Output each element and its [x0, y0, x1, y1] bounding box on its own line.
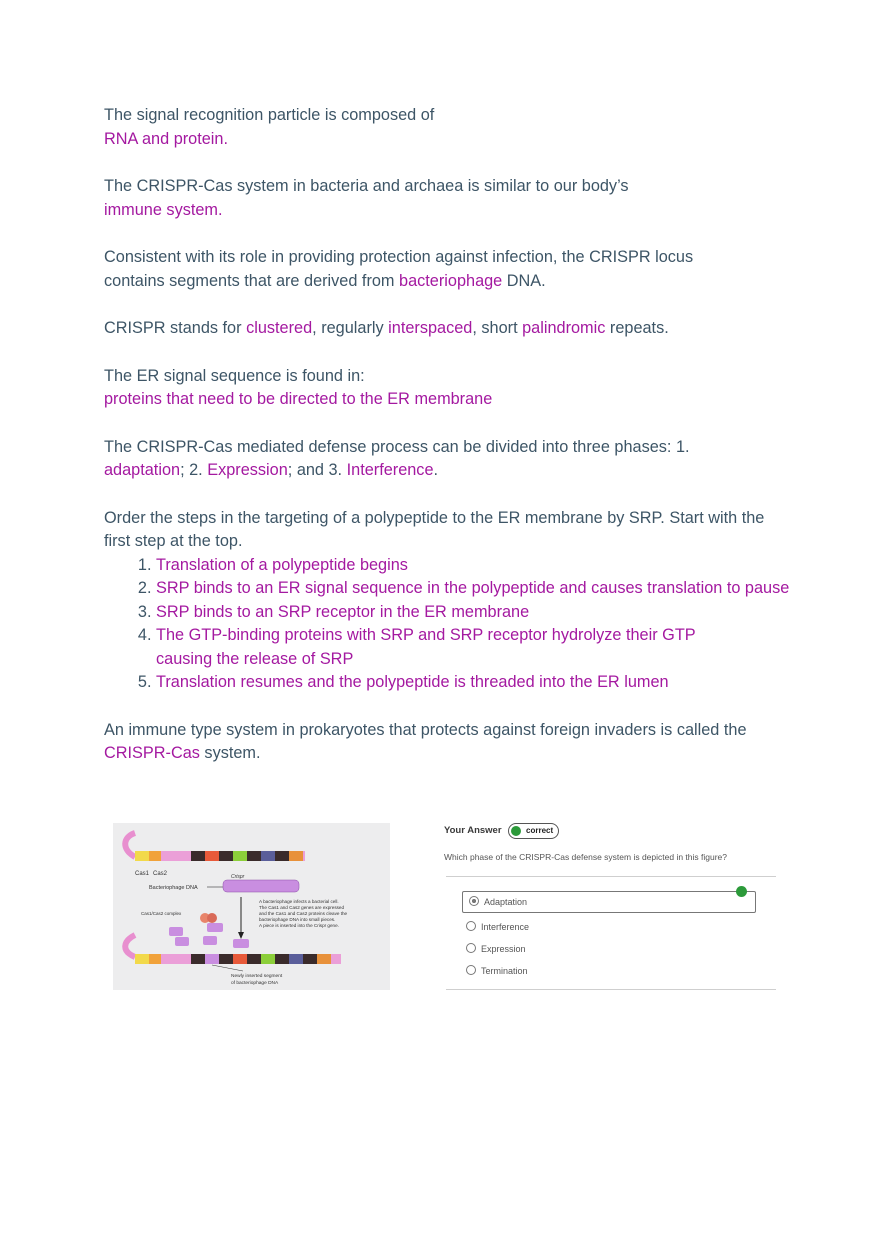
- pointer-line: [212, 965, 243, 971]
- qa-srp-order: [104, 507, 794, 695]
- option-label: Expression: [481, 944, 526, 954]
- complex-label: Cas1/Cas2 complex: [141, 911, 182, 916]
- phage-dna-label: Bacteriophage DNA: [149, 885, 198, 891]
- repeat: [275, 954, 289, 964]
- qa-crispr-phases: [104, 436, 734, 483]
- correct-badge: [508, 823, 559, 839]
- list-item: 1. Translation of a polypeptide begins: [156, 554, 794, 578]
- option-label: Termination: [481, 966, 528, 976]
- desc-line: A bacteriophage infects a bacterial cell.: [259, 899, 339, 904]
- text: ; and 3.: [287, 461, 347, 479]
- crispr-figure: [113, 823, 390, 990]
- desc-line: The Cas1 and Cas2 genes are expressed: [259, 905, 345, 910]
- answer-text: Expression: [207, 461, 288, 479]
- answer-text: Interference: [346, 461, 434, 479]
- answer-text: immune system.: [104, 200, 223, 219]
- question-text: The ER signal sequence is found in:: [104, 366, 365, 385]
- text: CRISPR stands for: [104, 319, 247, 337]
- repeat: [219, 954, 233, 964]
- list-item: 4. The GTP-binding proteins with SRP and SRP receptor hydrolyze their GTP causing the release of SRP: [156, 624, 746, 671]
- cas1-gene: [135, 954, 149, 964]
- crispr-diagram: [113, 823, 390, 990]
- ordered-steps: [104, 554, 794, 695]
- answer-text: RNA and protein.: [104, 129, 228, 148]
- option-interference[interactable]: [466, 921, 529, 932]
- document-page: [104, 104, 794, 790]
- phage-fragment: [207, 923, 223, 932]
- newly-label: of bacteriophage DNA: [231, 981, 279, 986]
- question-text: The CRISPR‐Cas system in bacteria and archaea is similar to our body’s: [104, 177, 629, 195]
- cas1-gene: [135, 851, 149, 861]
- qa-immune-system: [104, 719, 774, 766]
- phage-fragment: [203, 936, 217, 945]
- quiz-answer-card: [442, 820, 778, 990]
- radio-icon: [469, 896, 479, 906]
- radio-icon: [466, 965, 476, 975]
- your-answer-title: Your Answer: [444, 825, 502, 836]
- list-item: 5. Translation resumes and the polypeptide is threaded into the ER lumen: [156, 671, 794, 695]
- radio-icon: [466, 943, 476, 953]
- phage-fragment: [175, 937, 189, 946]
- cas1-label: Cas1: [135, 871, 150, 877]
- spacer: [261, 851, 275, 861]
- text: The CRISPR-Cas mediated defense process can be divided into three phases: 1.: [104, 437, 690, 456]
- answer-text: proteins that need to be directed to the ER membrane: [104, 390, 493, 408]
- spacer: [289, 954, 303, 964]
- spacer: [317, 954, 331, 964]
- desc-line: and the Cas1 and Cas2 proteins cleave the: [259, 911, 348, 916]
- arrow-head: [238, 932, 244, 939]
- phage-fragment: [233, 939, 249, 948]
- option-label: Interference: [481, 922, 530, 932]
- option-adaptation[interactable]: [462, 891, 756, 913]
- repeat: [191, 851, 205, 861]
- text: An immune type system in prokaryotes that protects against foreign invaders is called the: [104, 720, 747, 739]
- option-expression[interactable]: [466, 943, 526, 954]
- text: .: [433, 461, 439, 479]
- repeat: [219, 851, 233, 861]
- badge-label: correct: [526, 826, 554, 835]
- options-panel: [446, 876, 776, 990]
- repeat: [247, 851, 261, 861]
- question-text: The signal recognition particle is composed of: [104, 106, 435, 124]
- quiz-question: Which phase of the CRISPR-Cas defense system is depicted in this figure?: [444, 852, 727, 862]
- answer-text: bacteriophage: [399, 271, 503, 290]
- text: repeats.: [605, 319, 669, 337]
- spacer: [289, 851, 303, 861]
- cas2-label: Cas2: [153, 871, 168, 877]
- spacer: [233, 954, 247, 964]
- qa-srp: [104, 104, 794, 151]
- phage-dna: [223, 880, 299, 892]
- repeat: [247, 954, 261, 964]
- qa-crispr-locus: [104, 246, 744, 293]
- repeat: [303, 954, 317, 964]
- question-text: Consistent with its role in providing protection against infection, the CRISPR locus contains segments that are derived from: [104, 248, 694, 290]
- dna-curl: [125, 833, 135, 857]
- text: ; 2.: [180, 461, 208, 479]
- desc-line: A piece is inserted into the Crispr gene.: [259, 923, 339, 928]
- spacer: [261, 954, 275, 964]
- new-spacer: [205, 954, 219, 964]
- spacer: [205, 851, 219, 861]
- cas2-gene: [149, 851, 161, 861]
- radio-icon: [466, 921, 476, 931]
- cas-complex: [207, 913, 217, 923]
- option-termination[interactable]: [466, 965, 528, 976]
- crispr-label: Crispr: [231, 874, 245, 880]
- desc-line: bacteriophage DNA into small pieces.: [259, 917, 336, 922]
- qa-crispr-acronym: [104, 317, 794, 341]
- repeat: [191, 954, 205, 964]
- list-item: 3. SRP binds to an SRP receptor in the ER membrane: [156, 601, 794, 625]
- text: system.: [199, 744, 261, 762]
- spacer: [233, 851, 247, 861]
- text: , regularly: [312, 319, 389, 337]
- answer-text: interspaced: [388, 319, 473, 337]
- answer-text: clustered: [246, 319, 313, 337]
- answer-text: palindromic: [522, 319, 606, 337]
- option-label: Adaptation: [484, 897, 528, 907]
- question-text: Order the steps in the targeting of a polypeptide to the ER membrane by SRP. Start with the first step at the top.: [104, 508, 765, 550]
- question-text: DNA.: [502, 271, 546, 290]
- newly-label: Newly inserted segment: [231, 974, 283, 979]
- answer-text: CRISPR-Cas: [104, 744, 200, 762]
- list-item: 2. SRP binds to an ER signal sequence in the polypeptide and causes translation to pause: [156, 577, 794, 601]
- check-icon: [511, 826, 521, 836]
- dna-curl: [125, 935, 135, 957]
- phage-fragment: [169, 927, 183, 936]
- check-icon: [736, 886, 747, 897]
- qa-er-signal: [104, 365, 794, 412]
- qa-crispr-immune: [104, 175, 794, 222]
- repeat: [275, 851, 289, 861]
- answer-text: adaptation: [104, 461, 181, 479]
- text: , short: [472, 319, 523, 337]
- cas2-gene: [149, 954, 161, 964]
